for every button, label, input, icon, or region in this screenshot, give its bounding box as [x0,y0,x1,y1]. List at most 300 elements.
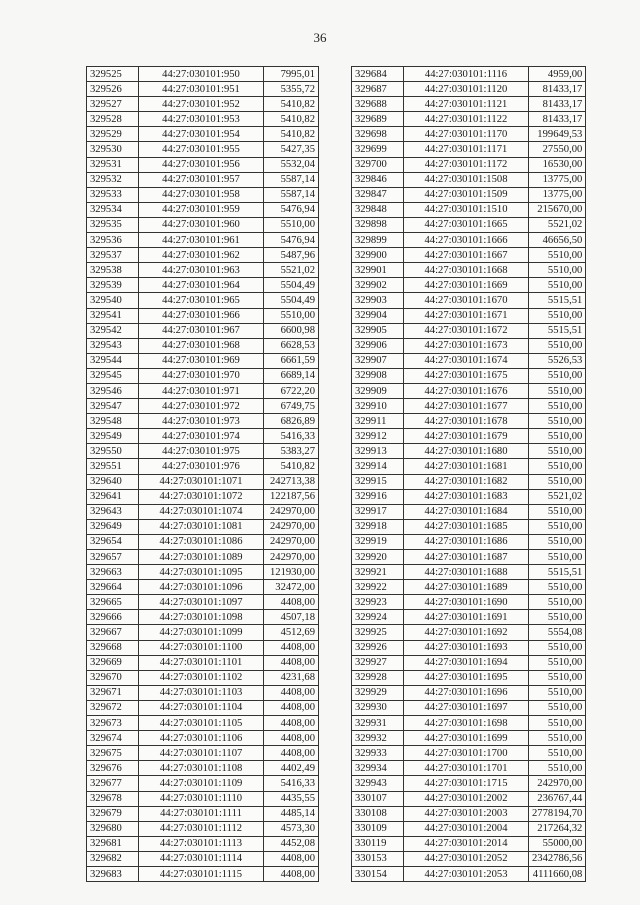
value-cell: 5355,72 [264,82,319,97]
record-number-cell: 329916 [352,489,404,504]
record-number-cell: 329640 [87,474,139,489]
table-row [352,399,586,414]
table-row [87,761,319,776]
table-row [87,610,319,625]
cadastral-number-cell: 44:27:030101:969 [139,353,264,368]
table-row [352,278,586,293]
value-cell: 81433,17 [529,97,586,112]
table-row [87,866,319,881]
cadastral-number-cell: 44:27:030101:950 [139,67,264,82]
cadastral-number-cell: 44:27:030101:1671 [404,308,529,323]
record-number-cell: 329910 [352,399,404,414]
value-cell: 6628,53 [264,338,319,353]
table-row [87,142,319,157]
record-number-cell: 329674 [87,731,139,746]
cadastral-number-cell: 44:27:030101:1105 [139,716,264,731]
value-cell: 7995,01 [264,67,319,82]
value-cell: 4408,00 [264,851,319,866]
value-cell: 5510,00 [529,399,586,414]
value-cell: 5476,94 [264,233,319,248]
record-number-cell: 330109 [352,821,404,836]
value-cell: 6826,89 [264,414,319,429]
cadastral-number-cell: 44:27:030101:954 [139,127,264,142]
record-number-cell: 329533 [87,187,139,202]
cadastral-number-cell: 44:27:030101:1684 [404,504,529,519]
table-row [352,414,586,429]
table-row [352,550,586,565]
record-number-cell: 329546 [87,383,139,398]
cadastral-number-cell: 44:27:030101:1695 [404,670,529,685]
cadastral-number-cell: 44:27:030101:1682 [404,474,529,489]
record-number-cell: 329680 [87,821,139,836]
table-row [87,791,319,806]
value-cell: 242970,00 [264,519,319,534]
table-row [352,866,586,881]
value-cell: 4231,68 [264,670,319,685]
value-cell: 81433,17 [529,112,586,127]
value-cell: 5515,51 [529,293,586,308]
cadastral-number-cell: 44:27:030101:973 [139,414,264,429]
table-row [352,142,586,157]
value-cell: 5521,02 [529,217,586,232]
record-number-cell: 329700 [352,157,404,172]
table-row [87,489,319,504]
cadastral-number-cell: 44:27:030101:1116 [404,67,529,82]
cadastral-number-cell: 44:27:030101:958 [139,187,264,202]
cadastral-number-cell: 44:27:030101:967 [139,323,264,338]
table-row [87,172,319,187]
cadastral-number-cell: 44:27:030101:964 [139,278,264,293]
table-row [352,580,586,595]
value-cell: 5504,49 [264,278,319,293]
record-number-cell: 329914 [352,459,404,474]
cadastral-number-cell: 44:27:030101:1086 [139,534,264,549]
record-number-cell: 329683 [87,866,139,881]
table-row [87,655,319,670]
table-row [352,233,586,248]
value-cell: 5510,00 [529,580,586,595]
cadastral-number-cell: 44:27:030101:956 [139,157,264,172]
table-row [87,278,319,293]
value-cell: 5554,08 [529,625,586,640]
value-cell: 5410,82 [264,127,319,142]
table-row [352,821,586,836]
cadastral-number-cell: 44:27:030101:1122 [404,112,529,127]
table-row [352,112,586,127]
table-row [352,640,586,655]
cadastral-number-cell: 44:27:030101:1099 [139,625,264,640]
cadastral-number-cell: 44:27:030101:1071 [139,474,264,489]
cadastral-number-cell: 44:27:030101:1098 [139,610,264,625]
value-cell: 5510,00 [529,308,586,323]
table-row [87,700,319,715]
value-cell: 5410,82 [264,459,319,474]
cadastral-number-cell: 44:27:030101:1106 [139,731,264,746]
record-number-cell: 329541 [87,308,139,323]
cadastral-number-cell: 44:27:030101:961 [139,233,264,248]
cadastral-number-cell: 44:27:030101:966 [139,308,264,323]
value-cell: 5510,00 [529,444,586,459]
record-number-cell: 329915 [352,474,404,489]
table-row [87,821,319,836]
table-row [87,459,319,474]
record-number-cell: 329538 [87,263,139,278]
table-row [352,217,586,232]
cadastral-number-cell: 44:27:030101:1121 [404,97,529,112]
record-number-cell: 329678 [87,791,139,806]
cadastral-number-cell: 44:27:030101:1687 [404,550,529,565]
cadastral-number-cell: 44:27:030101:1112 [139,821,264,836]
record-number-cell: 330154 [352,866,404,881]
record-number-cell: 329908 [352,368,404,383]
record-number-cell: 329907 [352,353,404,368]
table-row [352,610,586,625]
value-cell: 13775,00 [529,172,586,187]
record-number-cell: 329676 [87,761,139,776]
record-number-cell: 329684 [352,67,404,82]
record-number-cell: 329657 [87,550,139,565]
cadastral-number-cell: 44:27:030101:2002 [404,791,529,806]
value-cell: 5510,00 [529,640,586,655]
cadastral-number-cell: 44:27:030101:1692 [404,625,529,640]
cadastral-number-cell: 44:27:030101:1109 [139,776,264,791]
record-number-cell: 329537 [87,248,139,263]
table-row [87,806,319,821]
record-number-cell: 329848 [352,202,404,217]
value-cell: 199649,53 [529,127,586,142]
table-row [352,82,586,97]
value-cell: 5510,00 [264,308,319,323]
record-number-cell: 329919 [352,534,404,549]
record-number-cell: 329920 [352,550,404,565]
table-row [87,233,319,248]
record-number-cell: 329902 [352,278,404,293]
value-cell: 236767,44 [529,791,586,806]
value-cell: 2342786,56 [529,851,586,866]
value-cell: 4402,49 [264,761,319,776]
cadastral-number-cell: 44:27:030101:1172 [404,157,529,172]
value-cell: 4111660,08 [529,866,586,881]
cadastral-number-cell: 44:27:030101:1103 [139,685,264,700]
value-cell: 5510,00 [529,700,586,715]
cadastral-number-cell: 44:27:030101:1694 [404,655,529,670]
cadastral-number-cell: 44:27:030101:1688 [404,565,529,580]
value-cell: 5416,33 [264,429,319,444]
cadastral-number-cell: 44:27:030101:972 [139,399,264,414]
cadastral-number-cell: 44:27:030101:1670 [404,293,529,308]
cadastral-number-cell: 44:27:030101:1689 [404,580,529,595]
value-cell: 5510,00 [529,519,586,534]
record-number-cell: 329529 [87,127,139,142]
table-row [87,595,319,610]
record-number-cell: 329699 [352,142,404,157]
cadastral-number-cell: 44:27:030101:1668 [404,263,529,278]
record-number-cell: 329689 [352,112,404,127]
record-number-cell: 329926 [352,640,404,655]
record-number-cell: 329654 [87,534,139,549]
table-row [352,700,586,715]
record-number-cell: 329550 [87,444,139,459]
cadastral-number-cell: 44:27:030101:1685 [404,519,529,534]
value-cell: 242713,38 [264,474,319,489]
value-cell: 5504,49 [264,293,319,308]
table-row [352,761,586,776]
value-cell: 215670,00 [529,202,586,217]
table-row [87,776,319,791]
record-number-cell: 329549 [87,429,139,444]
cadastral-number-cell: 44:27:030101:1510 [404,202,529,217]
cadastral-number-cell: 44:27:030101:952 [139,97,264,112]
record-number-cell: 329901 [352,263,404,278]
cadastral-number-cell: 44:27:030101:975 [139,444,264,459]
page-number: 36 [313,30,327,45]
table-row [352,248,586,263]
table-row [87,731,319,746]
table-row [352,791,586,806]
value-cell: 32472,00 [264,580,319,595]
table-row [352,534,586,549]
record-number-cell: 329917 [352,504,404,519]
record-number-cell: 329911 [352,414,404,429]
table-row [87,519,319,534]
table-row [87,429,319,444]
cadastral-number-cell: 44:27:030101:1104 [139,700,264,715]
value-cell: 2778194,70 [529,806,586,821]
record-number-cell: 329943 [352,776,404,791]
table-row [87,263,319,278]
value-cell: 5510,00 [529,248,586,263]
cadastral-number-cell: 44:27:030101:1673 [404,338,529,353]
table-row [87,399,319,414]
table-row [352,67,586,82]
cadastral-number-cell: 44:27:030101:1509 [404,187,529,202]
value-cell: 5410,82 [264,97,319,112]
value-cell: 5521,02 [264,263,319,278]
record-number-cell: 329527 [87,97,139,112]
value-cell: 4408,00 [264,746,319,761]
table-row [352,444,586,459]
cadastral-number-cell: 44:27:030101:1674 [404,353,529,368]
table-row [352,383,586,398]
value-cell: 6689,14 [264,368,319,383]
value-cell: 4408,00 [264,655,319,670]
value-cell: 5532,04 [264,157,319,172]
record-number-cell: 330108 [352,806,404,821]
value-cell: 16530,00 [529,157,586,172]
value-cell: 4507,18 [264,610,319,625]
record-number-cell: 330107 [352,791,404,806]
value-cell: 4408,00 [264,731,319,746]
record-number-cell: 329548 [87,414,139,429]
cadastral-number-cell: 44:27:030101:953 [139,112,264,127]
record-number-cell: 329525 [87,67,139,82]
cadastral-number-cell: 44:27:030101:1679 [404,429,529,444]
table-row [87,383,319,398]
record-number-cell: 329903 [352,293,404,308]
cadastral-number-cell: 44:27:030101:1675 [404,368,529,383]
record-number-cell: 329547 [87,399,139,414]
cadastral-number-cell: 44:27:030101:963 [139,263,264,278]
table-row [352,731,586,746]
record-number-cell: 329670 [87,670,139,685]
table-row [87,97,319,112]
table-row [352,157,586,172]
value-cell: 121930,00 [264,565,319,580]
cadastral-number-cell: 44:27:030101:1120 [404,82,529,97]
record-number-cell: 329912 [352,429,404,444]
record-number-cell: 329928 [352,670,404,685]
record-number-cell: 329544 [87,353,139,368]
table-row [352,504,586,519]
table-row [87,851,319,866]
record-number-cell: 329543 [87,338,139,353]
table-row [87,187,319,202]
cadastral-number-cell: 44:27:030101:1665 [404,217,529,232]
cadastral-number-cell: 44:27:030101:1683 [404,489,529,504]
record-number-cell: 329643 [87,504,139,519]
table-row [352,851,586,866]
record-number-cell: 329681 [87,836,139,851]
record-number-cell: 329927 [352,655,404,670]
record-number-cell: 329667 [87,625,139,640]
record-number-cell: 329551 [87,459,139,474]
record-number-cell: 329675 [87,746,139,761]
table-row [352,353,586,368]
record-number-cell: 329898 [352,217,404,232]
table-row [352,655,586,670]
record-number-cell: 329925 [352,625,404,640]
record-number-cell: 329909 [352,383,404,398]
table-row [352,187,586,202]
table-row [352,685,586,700]
cadastral-number-cell: 44:27:030101:1115 [139,866,264,881]
value-cell: 4573,30 [264,821,319,836]
value-cell: 5510,00 [529,685,586,700]
record-number-cell: 329545 [87,368,139,383]
cadastral-number-cell: 44:27:030101:974 [139,429,264,444]
cadastral-number-cell: 44:27:030101:1715 [404,776,529,791]
record-number-cell: 329531 [87,157,139,172]
table-row [352,806,586,821]
cadastral-number-cell: 44:27:030101:1699 [404,731,529,746]
cadastral-number-cell: 44:27:030101:1700 [404,746,529,761]
value-cell: 46656,50 [529,233,586,248]
cadastral-number-cell: 44:27:030101:1696 [404,685,529,700]
value-cell: 27550,00 [529,142,586,157]
cadastral-number-cell: 44:27:030101:1114 [139,851,264,866]
value-cell: 5383,27 [264,444,319,459]
cadastral-number-cell: 44:27:030101:1690 [404,595,529,610]
table-row [352,459,586,474]
value-cell: 5510,00 [529,534,586,549]
value-cell: 5510,00 [529,459,586,474]
record-number-cell: 329540 [87,293,139,308]
cadastral-number-cell: 44:27:030101:1666 [404,233,529,248]
value-cell: 4452,08 [264,836,319,851]
cadastral-number-cell: 44:27:030101:1170 [404,127,529,142]
value-cell: 4512,69 [264,625,319,640]
record-number-cell: 329929 [352,685,404,700]
value-cell: 4408,00 [264,716,319,731]
value-cell: 6722,20 [264,383,319,398]
table-row [352,172,586,187]
record-number-cell: 329688 [352,97,404,112]
value-cell: 5510,00 [529,746,586,761]
record-number-cell: 329913 [352,444,404,459]
value-cell: 5510,00 [529,383,586,398]
table-row [87,308,319,323]
table-row [87,836,319,851]
value-cell: 5410,82 [264,112,319,127]
record-number-cell: 329679 [87,806,139,821]
record-number-cell: 329666 [87,610,139,625]
table-row [352,127,586,142]
value-cell: 5510,00 [529,504,586,519]
cadastral-number-cell: 44:27:030101:1089 [139,550,264,565]
table-row [87,565,319,580]
cadastral-number-cell: 44:27:030101:1686 [404,534,529,549]
value-cell: 5416,33 [264,776,319,791]
value-cell: 5587,14 [264,187,319,202]
record-number-cell: 330153 [352,851,404,866]
cadastral-number-cell: 44:27:030101:1097 [139,595,264,610]
value-cell: 6661,59 [264,353,319,368]
cadastral-number-cell: 44:27:030101:970 [139,368,264,383]
value-cell: 5510,00 [529,429,586,444]
value-cell: 5510,00 [529,338,586,353]
table-row [87,640,319,655]
table-row [87,82,319,97]
record-number-cell: 329669 [87,655,139,670]
cadastral-number-cell: 44:27:030101:957 [139,172,264,187]
record-number-cell: 330119 [352,836,404,851]
cadastral-number-cell: 44:27:030101:1677 [404,399,529,414]
record-number-cell: 329847 [352,187,404,202]
table-row [87,474,319,489]
table-row [87,67,319,82]
table-row [352,519,586,534]
table-row [352,323,586,338]
value-cell: 5526,53 [529,353,586,368]
cadastral-number-cell: 44:27:030101:1508 [404,172,529,187]
value-cell: 5510,00 [529,716,586,731]
record-number-cell: 329673 [87,716,139,731]
table-row [352,474,586,489]
cadastral-number-cell: 44:27:030101:1669 [404,278,529,293]
cadastral-number-cell: 44:27:030101:1680 [404,444,529,459]
cadastral-number-cell: 44:27:030101:960 [139,217,264,232]
table-row [87,368,319,383]
cadastral-number-cell: 44:27:030101:1667 [404,248,529,263]
record-number-cell: 329933 [352,746,404,761]
record-number-cell: 329934 [352,761,404,776]
value-cell: 4435,55 [264,791,319,806]
value-cell: 4959,00 [529,67,586,82]
record-number-cell: 329536 [87,233,139,248]
record-number-cell: 329687 [352,82,404,97]
value-cell: 5521,02 [529,489,586,504]
record-number-cell: 329924 [352,610,404,625]
table-row [352,97,586,112]
table-row [87,625,319,640]
table-row [87,323,319,338]
value-cell: 5510,00 [529,731,586,746]
value-cell: 5510,00 [529,670,586,685]
value-cell: 217264,32 [529,821,586,836]
record-number-cell: 329641 [87,489,139,504]
cadastral-number-cell: 44:27:030101:959 [139,202,264,217]
record-number-cell: 329664 [87,580,139,595]
